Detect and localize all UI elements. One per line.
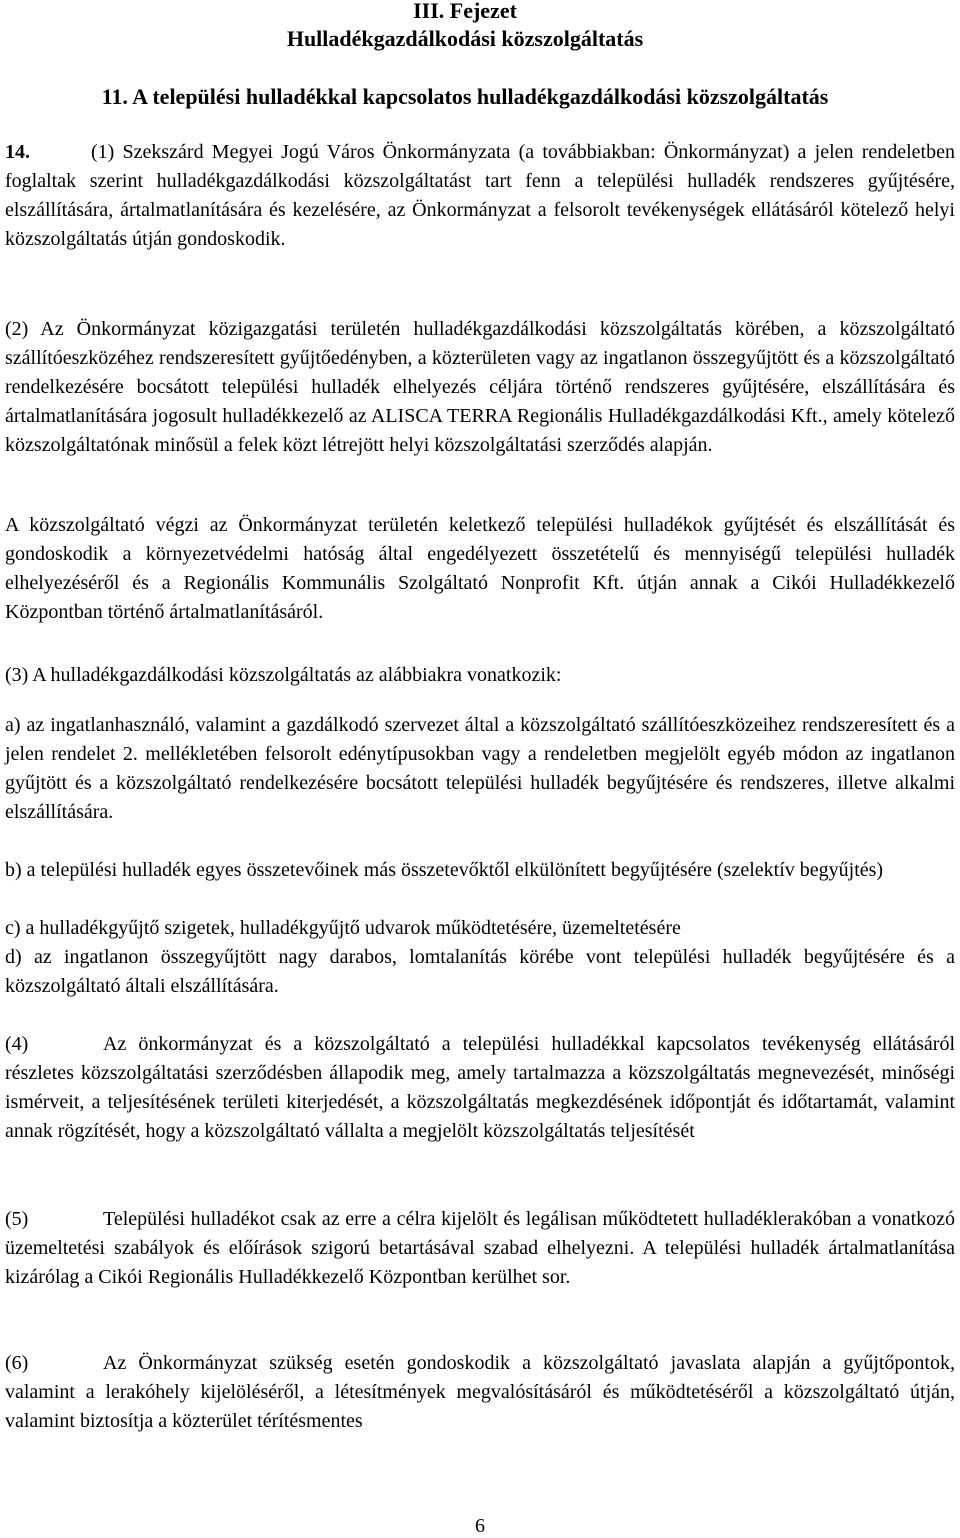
paragraph-14-1 [5, 138, 955, 254]
paragraph-14-2: (2) Az Önkormányzat közigazgatási területén hulladékgazdálkodási közszolgáltatás körében, a közszolgáltató szállítóeszközéhez rendszeresített gyűjtőedényben, a közterületen vagy az ingatlanon összegyűjtött és a közszolgáltató rendelkezésére bocsátott települési hulladék elhelyezés céljára történő rendszeres gyűjtésére, elszállítására és ártalmatlanítására jogosult hulladékkezelő az ALISCA TERRA Regionális Hulladékgazdálkodási Kft., amely kötelező közszolgáltatónak minősül a felek közt létrejött helyi közszolgáltatási szerződés alapján. [5, 318, 955, 456]
chapter-title: Hulladékgazdálkodási közszolgáltatás [286, 26, 644, 51]
section-number: 14. [5, 141, 30, 163]
paragraph-14-5-label: (5) [5, 1208, 29, 1230]
paragraph-14-6-label: (6) [5, 1352, 29, 1374]
paragraph-14-4-label: (4) [5, 1033, 29, 1055]
page-number: 6 [475, 1515, 485, 1537]
paragraph-14-1-text: (1) Szekszárd Megyei Jogú Város Önkormányzata (a továbbiakban: Önkormányzat) a jelen rendeletben foglaltak szerint hulladékgazdálkodási közszolgáltatást tart fenn a települési hulladék rendszeres gyűjtésére, elszállítására, ártalmatlanítására és kezelésére, az Önkormányzat a felsorolt tevékenységek ellátásáról kötelező helyi közszolgáltatás útján gondoskodik. [5, 141, 955, 250]
section-title: 11. A települési hulladékkal kapcsolatos hulladékgazdálkodási közszolgáltatás [101, 84, 829, 109]
paragraph-14-5 [5, 1205, 955, 1292]
paragraph-14-3d: d) az ingatlanon összegyűjtött nagy darabos, lomtalanítás körébe vont települési hulladék begyűjtésére és a közszolgáltató általi elszállítására. [5, 946, 955, 997]
paragraph-14-3b: b) a települési hulladék egyes összetevőinek más összetevőktől elkülönített begyűjtésére (szelektív begyűjtés) [5, 859, 884, 881]
chapter-heading: III. Fejezet [413, 0, 517, 23]
paragraph-14-2b: A közszolgáltató végzi az Önkormányzat területén keletkező települési hulladékok gyűjtését és elszállítását és gondoskodik a környezetvédelmi hatóság által engedélyezett összetételű és mennyiségű települési hulladék elhelyezéséről és a Regionális Kommunális Szolgáltató Nonprofit Kft. útján annak a Cikói Hulladékkezelő Központban történő ártalmatlanításáról. [5, 514, 955, 623]
paragraph-14-5-text: Települési hulladékot csak az erre a célra kijelölt és legálisan működtetett hulladéklerakóban a vonatkozó üzemeltetési szabályok és előírások szigorú betartásával szabad elhelyezni. A települési hulladék ártalmatlanítása kizárólag a Cikói Regionális Hulladékkezelő Központban kerülhet sor. [5, 1208, 955, 1288]
paragraph-14-6 [5, 1349, 955, 1436]
paragraph-14-3a: a) az ingatlanhasználó, valamint a gazdálkodó szervezet által a közszolgáltató szállítóeszközeihez rendszeresített és a jelen rendelet 2. mellékletében felsorolt edénytípusokban vagy a rendeletben megjelölt egyéb módon az ingatlanon gyűjtött és a közszolgáltató rendelkezésére bocsátott települési hulladék begyűjtésére és rendszeres, illetve alkalmi elszállítására. [5, 714, 955, 823]
paragraph-14-6-text: Az Önkormányzat szükség esetén gondoskodik a közszolgáltató javaslata alapján a gyűjtőpontok, valamint a lerakóhely kijelöléséről, a létesítmények megvalósításáról és működtetéséről a közszolgáltató útján, valamint biztosítja a közterület térítésmentes [5, 1352, 955, 1432]
paragraph-14-4-text: Az önkormányzat és a közszolgáltató a települési hulladékkal kapcsolatos tevékenység ellátásáról részletes közszolgáltatási szerződésben állapodik meg, amely tartalmazza a közszolgáltatás megnevezését, minőségi ismérveit, a teljesítésének területi kiterjedését, a közszolgáltatás megkezdésének időpontját és időtartamát, valamint annak rögzítését, hogy a közszolgáltató vállalta a megjelölt közszolgáltatás teljesítését [5, 1033, 955, 1142]
paragraph-14-3c: c) a hulladékgyűjtő szigetek, hulladékgyűjtő udvarok működtetésére, üzemeltetésére [5, 917, 681, 939]
paragraph-14-4 [5, 1030, 955, 1146]
paragraph-14-3: (3) A hulladékgazdálkodási közszolgáltatás az alábbiakra vonatkozik: [5, 664, 562, 686]
